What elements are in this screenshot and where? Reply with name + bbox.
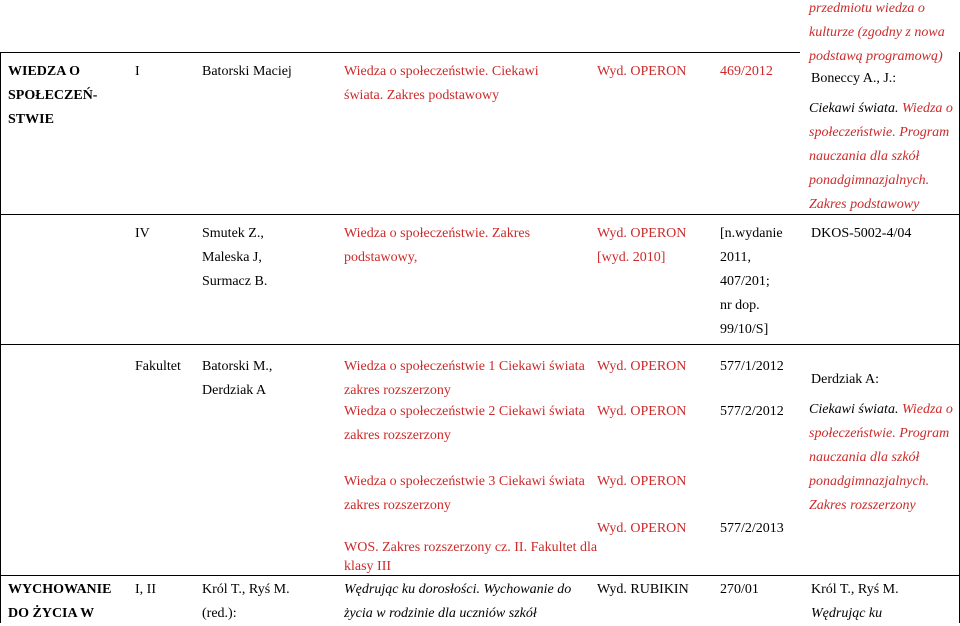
fakultet-title-3 xyxy=(344,470,585,518)
iv-title-cell xyxy=(344,222,530,270)
wdz-title-line-2: życia w rodzinie dla uczniów szkół xyxy=(344,606,537,621)
wos-notes-program-line-2: nauczania dla szkół xyxy=(809,149,920,164)
wos-notes-program-title-bold: Ciekawi świata. xyxy=(809,101,899,116)
fakultet-title-2 xyxy=(344,400,585,448)
rule-top-section xyxy=(0,52,800,53)
fakultet-notes-program-line-1: społeczeństwie. Program xyxy=(809,426,950,441)
wos-notes-top-line-1: przedmiotu wiedza o xyxy=(809,1,925,16)
wdz-number: 270/01 xyxy=(720,582,759,597)
iv-level: IV xyxy=(135,226,150,241)
wos-author: Batorski Maciej xyxy=(202,64,292,79)
iv-author-2: Maleska J, xyxy=(202,250,262,265)
fakultet-title-3-line-2: zakres rozszerzony xyxy=(344,498,451,513)
wdz-subject-line-2: DO ŻYCIA W xyxy=(8,606,95,621)
iv-number-line-4: nr dop. xyxy=(720,298,760,313)
fakultet-title-4 xyxy=(344,538,597,576)
iv-number-line-1: [n.wydanie xyxy=(720,226,783,241)
fakultet-title-2-line-2: zakres rozszerzony xyxy=(344,428,451,443)
wos-notes-program-title-rest: Wiedza o xyxy=(898,101,953,116)
wdz-title-cell xyxy=(344,578,571,626)
fakultet-title-4-line-1: WOS. Zakres rozszerzony cz. II. Fakultet dla xyxy=(344,540,598,555)
fakultet-author-2: Derdziak A xyxy=(202,383,267,398)
iv-number-line-3: 407/201; xyxy=(720,274,770,289)
iv-author-3: Surmacz B. xyxy=(202,274,268,289)
fakultet-number-1: 577/1/2012 xyxy=(720,359,784,374)
iv-publisher-line-2: [wyd. 2010] xyxy=(597,250,666,265)
wos-publisher: Wyd. OPERON xyxy=(597,64,687,79)
iv-authors-cell xyxy=(202,222,267,294)
wos-notes-author: Boneccy A., J.: xyxy=(811,71,897,86)
iv-number-line-5: 99/10/S] xyxy=(720,322,769,337)
wos-notes-program xyxy=(809,97,953,217)
fakultet-notes-program-line-3: ponadgimnazjalnych. xyxy=(809,474,930,489)
wdz-author-cell xyxy=(202,578,290,626)
wos-notes-program-line-4: Zakres podstawowy xyxy=(809,197,920,212)
iv-publisher-cell xyxy=(597,222,686,270)
fakultet-author-1: Batorski M., xyxy=(202,359,273,374)
rule-iv-fakultet xyxy=(0,344,960,345)
wos-notes-top xyxy=(809,0,945,69)
wos-title-line-1: Wiedza o społeczeństwie. Ciekawi xyxy=(344,64,539,79)
wdz-title-line-1: Wędrując ku dorosłości. Wychowanie do xyxy=(344,582,572,597)
wos-notes-program-line-1: społeczeństwie. Program xyxy=(809,125,950,140)
fakultet-notes-program xyxy=(809,398,953,518)
fakultet-title-2-line-1: Wiedza o społeczeństwie 2 Ciekawi świata xyxy=(344,404,585,419)
wos-subject-cell xyxy=(8,60,97,132)
wdz-notes-cell xyxy=(811,578,899,626)
iv-title-line-2: podstawowy, xyxy=(344,250,418,265)
iv-title-line-1: Wiedza o społeczeństwie. Zakres xyxy=(344,226,531,241)
wdz-notes-line-1: Król T., Ryś M. xyxy=(811,582,899,597)
fakultet-number-3: 577/2/2013 xyxy=(720,521,784,536)
fakultet-notes-program-title-bold: Ciekawi świata. xyxy=(809,402,899,417)
iv-notes: DKOS-5002-4/04 xyxy=(811,226,912,241)
fakultet-notes-program-line-2: nauczania dla szkół xyxy=(809,450,920,465)
fakultet-title-1-line-1: Wiedza o społeczeństwie 1 Ciekawi świata xyxy=(344,359,585,374)
wos-level: I xyxy=(135,64,140,79)
wos-notes-program-line-3: ponadgimnazjalnych. xyxy=(809,173,930,188)
fakultet-number-2: 577/2/2012 xyxy=(720,404,784,419)
fakultet-title-4-line-2: klasy III xyxy=(344,559,392,574)
fakultet-authors-cell xyxy=(202,355,272,403)
fakultet-publisher-1: Wyd. OPERON xyxy=(597,359,687,374)
wos-notes-program-title xyxy=(809,97,953,121)
wdz-subject-line-1: WYCHOWANIE xyxy=(8,582,112,597)
fakultet-publisher-2: Wyd. OPERON xyxy=(597,404,687,419)
wos-subject-line-3: STWIE xyxy=(8,112,54,127)
wos-notes-top-line-2: kulturze (zgodny z nowa xyxy=(809,25,945,40)
iv-number-cell xyxy=(720,222,783,342)
wos-title-line-2: świata. Zakres podstawowy xyxy=(344,88,500,103)
wdz-notes-line-2: Wędrując ku xyxy=(811,606,883,621)
fakultet-level: Fakultet xyxy=(135,359,181,374)
fakultet-title-3-line-1: Wiedza o społeczeństwie 3 Ciekawi świata xyxy=(344,474,585,489)
iv-author-1: Smutek Z., xyxy=(202,226,264,241)
fakultet-title-1-line-2: zakres rozszerzony xyxy=(344,383,451,398)
wdz-author-line-2: (red.): xyxy=(202,606,237,621)
iv-number-line-2: 2011, xyxy=(720,250,751,265)
wdz-subject-cell xyxy=(8,578,111,626)
fakultet-publisher-4: Wyd. OPERON xyxy=(597,521,687,536)
fakultet-publisher-3: Wyd. OPERON xyxy=(597,474,687,489)
fakultet-notes-program-title-rest: Wiedza o xyxy=(898,402,953,417)
fakultet-title-1 xyxy=(344,355,585,403)
fakultet-notes-author: Derdziak A: xyxy=(811,372,880,387)
rule-vertical-left xyxy=(0,52,1,623)
wos-number: 469/2012 xyxy=(720,64,773,79)
wos-title-cell xyxy=(344,60,539,108)
iv-publisher-line-1: Wyd. OPERON xyxy=(597,226,687,241)
wos-subject-line-1: WIEDZA O xyxy=(8,64,80,79)
wdz-author-line-1: Król T., Ryś M. xyxy=(202,582,290,597)
wos-subject-line-2: SPOŁECZEŃ- xyxy=(8,88,98,103)
wdz-publisher: Wyd. RUBIKIN xyxy=(597,582,689,597)
wos-notes-top-line-3: podstawą programową) xyxy=(809,49,943,64)
wdz-level: I, II xyxy=(135,582,156,597)
fakultet-notes-program-title xyxy=(809,398,953,422)
fakultet-notes-program-line-4: Zakres rozszerzony xyxy=(809,498,916,513)
